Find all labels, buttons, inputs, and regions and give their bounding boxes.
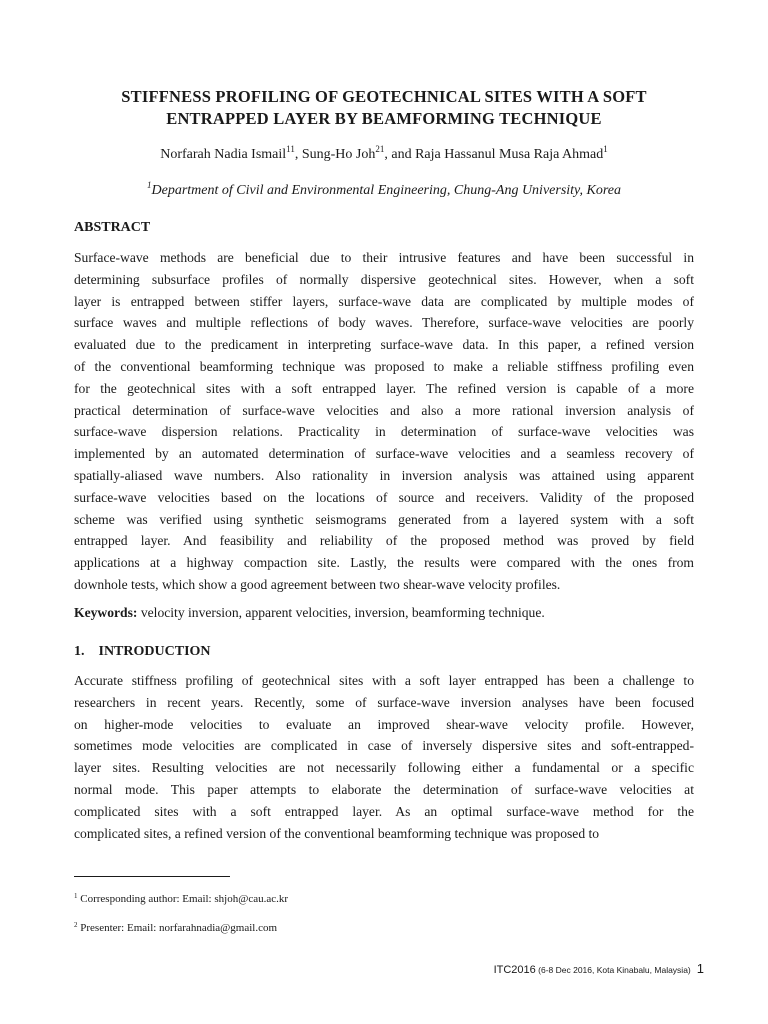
abstract-line: applications at a highway compaction site. Lastly, the results were compared with the ones from	[74, 555, 694, 571]
abstract-line: entrapped layer. And feasibility and reliability of the proposed method was proved by field	[74, 533, 694, 549]
abstract-line: scheme was verified using synthetic seismograms generated from a layered system with a soft	[74, 511, 694, 527]
abstract-line: surface-wave velocities based on the locations of source and receivers. Validity of the proposed	[74, 489, 694, 505]
abstract-line: spatially-aliased wave numbers. Also rationality in inversion analysis was attained using apparent	[74, 467, 694, 483]
paper-title	[60, 86, 708, 130]
footnote-text: Presenter: Email: norfarahnadia@gmail.com	[77, 922, 278, 934]
abstract-line: practical determination of surface-wave velocities and also a more rational inversion analysis of	[74, 402, 694, 418]
section-title: INTRODUCTION	[98, 644, 211, 659]
introduction-line: sometimes mode velocities are complicated in case of inversely dispersive sites and soft-entrapped-	[74, 738, 694, 754]
keywords	[74, 603, 694, 623]
abstract-body	[74, 247, 694, 596]
abstract-line: downhole tests, which show a good agreement between two shear-wave velocity profiles.	[74, 576, 561, 592]
introduction-body	[74, 670, 694, 844]
introduction-line: researchers in recent years. Recently, some of surface-wave inversion analyses have been focused	[74, 694, 694, 710]
affiliation-mark: 1	[147, 180, 152, 190]
footnote-corresponding-author	[74, 892, 288, 906]
author-name: Sung-Ho Joh	[301, 147, 376, 162]
author-list	[60, 146, 708, 164]
author-name: Norfarah Nadia Ismail	[160, 147, 287, 162]
abstract-line: determining subsurface profiles of normally dispersive geotechnical sites. However, when a soft	[74, 271, 694, 287]
section-heading-introduction	[74, 643, 211, 661]
conference-detail: (6-8 Dec 2016, Kota Kinabalu, Malaysia)	[535, 965, 691, 975]
introduction-line: on higher-mode velocities to evaluate an improved shear-wave velocity profile. However,	[74, 716, 694, 732]
footnote-divider	[74, 876, 230, 877]
affiliation	[60, 182, 708, 200]
abstract-line: layer is entrapped between stiffer layers, surface-wave data are complicated by multiple modes of	[74, 293, 694, 309]
abstract-heading: ABSTRACT	[74, 220, 151, 235]
abstract-line: Surface-wave methods are beneficial due to their intrusive features and have been successful in	[74, 250, 694, 265]
introduction-line: normal mode. This paper attempts to elaborate the determination of surface-wave velocities at	[74, 781, 694, 797]
abstract-line: implemented by an automated determination of surface-wave velocities and a seamless recovery of	[74, 446, 694, 462]
page-footer	[494, 962, 704, 977]
author-affil-mark: 1	[603, 144, 608, 154]
page-number: 1	[696, 961, 704, 976]
author-affil-mark: 11	[286, 144, 295, 154]
keywords-label: Keywords:	[74, 605, 138, 620]
introduction-line: layer sites. Resulting velocities are not necessarily following either a fundamental or a specific	[74, 760, 694, 776]
keywords-text: velocity inversion, apparent velocities, inversion, beamforming technique.	[137, 605, 545, 620]
title-line-2: ENTRAPPED LAYER BY BEAMFORMING TECHNIQUE	[166, 109, 602, 128]
introduction-line: Accurate stiffness profiling of geotechnical sites with a soft layer entrapped has been a challenge to	[74, 673, 694, 688]
abstract-line: surface waves and multiple reflections of body waves. Therefore, surface-wave velocities are poorly	[74, 315, 694, 331]
abstract-line: for the geotechnical sites with a soft entrapped layer. The refined version is capable of a more	[74, 380, 694, 396]
introduction-line: complicated sites, a refined version of the conventional beamforming technique was proposed to	[74, 825, 600, 841]
footnote-mark: 1	[74, 892, 78, 900]
title-line-1: STIFFNESS PROFILING OF GEOTECHNICAL SITES WITH A SOFT	[121, 87, 647, 106]
footnote-presenter	[74, 921, 277, 935]
abstract-line: evaluated due to the predicament in interpreting surface-wave data. In this paper, a refined version	[74, 337, 694, 353]
section-number: 1.	[74, 644, 85, 659]
author-separator: , and	[384, 147, 416, 162]
abstract-line: of the conventional beamforming technique was proposed to make a reliable stiffness profiling even	[74, 358, 694, 374]
abstract-line: surface-wave dispersion relations. Practicality in determination of surface-wave velocities was	[74, 424, 694, 440]
conference-name: ITC2016	[493, 964, 536, 976]
footnote-mark: 2	[74, 921, 78, 929]
footnote-text: Corresponding author: Email: shjoh@cau.ac.kr	[77, 893, 289, 905]
author-separator: ,	[294, 147, 302, 162]
introduction-line: complicated sites with a soft entrapped layer. As an optimal surface-wave method for the	[74, 803, 694, 819]
affiliation-text: Department of Civil and Environmental Engineering, Chung-Ang University, Korea	[151, 183, 621, 198]
author-name: Raja Hassanul Musa Raja Ahmad	[415, 147, 604, 162]
author-affil-mark: 21	[375, 144, 385, 154]
